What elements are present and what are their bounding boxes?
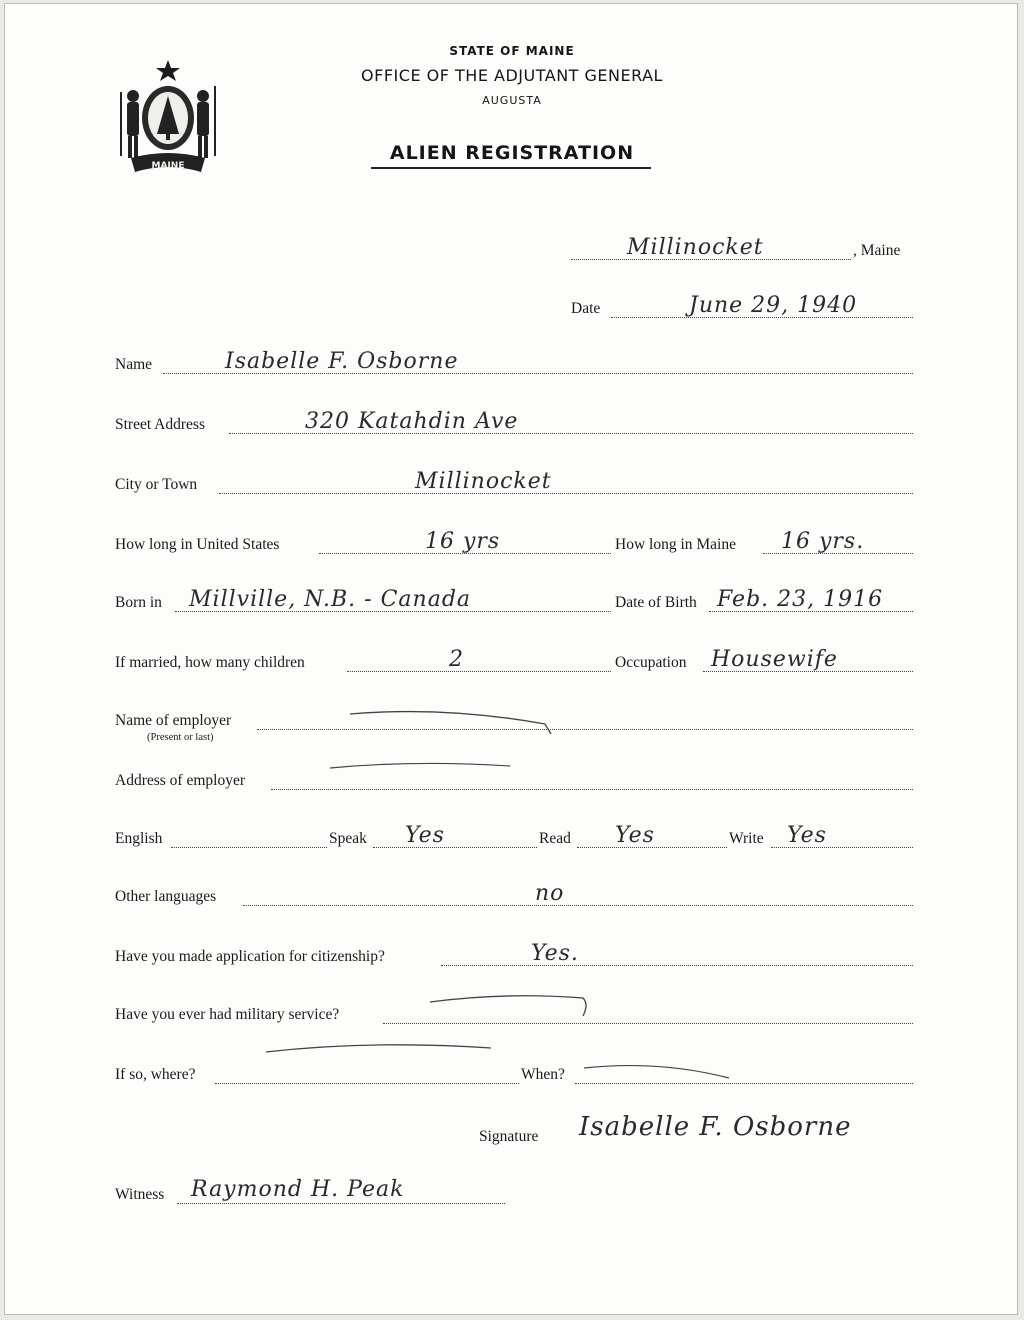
signature-value: Isabelle F. Osborne: [579, 1112, 852, 1142]
english-row: [115, 823, 913, 850]
city-dotline: [219, 493, 913, 494]
military-dotline: [383, 1023, 913, 1024]
where-blank-stroke: [261, 1038, 501, 1062]
occupation-label: Occupation: [615, 654, 687, 671]
office-heading: OFFICE OF THE ADJUTANT GENERAL: [361, 66, 663, 85]
read-value: Yes: [615, 823, 655, 848]
date-row: [571, 293, 913, 320]
city-label: City or Town: [115, 476, 198, 493]
other-languages-row: [115, 881, 913, 908]
signature-row: [479, 1112, 913, 1148]
english-label: English: [115, 830, 163, 847]
citizenship-row: [115, 941, 913, 968]
employer-address-label: Address of employer: [115, 772, 245, 789]
write-label: Write: [729, 830, 764, 847]
employer-address-blank-stroke: [325, 756, 525, 776]
dob-label: Date of Birth: [615, 594, 697, 611]
speak-value: Yes: [405, 823, 445, 848]
town-row: [571, 235, 921, 262]
occupation-value: Housewife: [711, 647, 838, 672]
us-duration-value: 16 yrs: [425, 529, 501, 554]
citizenship-value: Yes.: [531, 941, 579, 966]
where-dotline: [215, 1083, 519, 1084]
other-languages-label: Other languages: [115, 888, 217, 905]
family-row: [115, 647, 913, 674]
date-value: June 29, 1940: [689, 293, 858, 318]
residency-row: [115, 529, 913, 556]
other-languages-dotline: [243, 905, 913, 906]
born-in-value: Millville, N.B. - Canada: [189, 587, 472, 612]
born-in-label: Born in: [115, 594, 162, 611]
form-page: [4, 3, 1018, 1315]
form-title: ALIEN REGISTRATION: [389, 142, 635, 164]
witness-row: [115, 1177, 505, 1206]
seal-lettering: MAINE: [151, 161, 185, 171]
employer-sublabel: (Present or last): [147, 732, 214, 743]
service-detail-row: [115, 1062, 913, 1086]
employer-address-dotline: [271, 789, 913, 790]
read-label: Read: [539, 830, 571, 847]
town-value: Millinocket: [627, 235, 764, 260]
signature-label: Signature: [479, 1128, 539, 1145]
city-row: [115, 469, 913, 496]
witness-label: Witness: [115, 1186, 165, 1203]
children-dotline: [347, 671, 611, 672]
military-label: Have you ever had military service?: [115, 1006, 340, 1023]
speak-label: Speak: [329, 830, 367, 847]
date-label: Date: [571, 300, 601, 317]
city-value: Millinocket: [415, 469, 552, 494]
where-label: If so, where?: [115, 1066, 196, 1083]
name-value: Isabelle F. Osborne: [225, 349, 459, 374]
english-dotline: [171, 847, 327, 848]
witness-value: Raymond H. Peak: [191, 1177, 405, 1202]
state-heading: STATE OF MAINE: [449, 44, 575, 58]
maine-duration-value: 16 yrs.: [781, 529, 865, 554]
speak-dotline: [373, 847, 537, 848]
street-value: 320 Katahdin Ave: [305, 409, 519, 434]
military-blank-stroke: [425, 990, 595, 1020]
city-heading: AUGUSTA: [482, 94, 542, 107]
employer-label: Name of employer: [115, 712, 232, 729]
when-label: When?: [521, 1066, 565, 1083]
children-value: 2: [449, 647, 464, 672]
maine-duration-label: How long in Maine: [615, 536, 736, 553]
when-blank-stroke: [579, 1060, 739, 1084]
street-label: Street Address: [115, 416, 205, 433]
witness-dotline: [177, 1203, 505, 1204]
children-label: If married, how many children: [115, 654, 305, 671]
town-suffix-label: , Maine: [853, 242, 901, 259]
other-languages-value: no: [535, 881, 565, 906]
name-row: [115, 349, 913, 376]
employer-blank-stroke: [345, 704, 565, 744]
street-row: [115, 409, 913, 436]
citizenship-dotline: [441, 965, 913, 966]
name-label: Name: [115, 356, 153, 373]
birth-row: [115, 587, 913, 614]
us-duration-label: How long in United States: [115, 536, 280, 553]
citizenship-label: Have you made application for citizenship?: [115, 948, 385, 965]
dob-value: Feb. 23, 1916: [717, 587, 884, 612]
write-value: Yes: [787, 823, 827, 848]
title-underline: [371, 167, 651, 169]
